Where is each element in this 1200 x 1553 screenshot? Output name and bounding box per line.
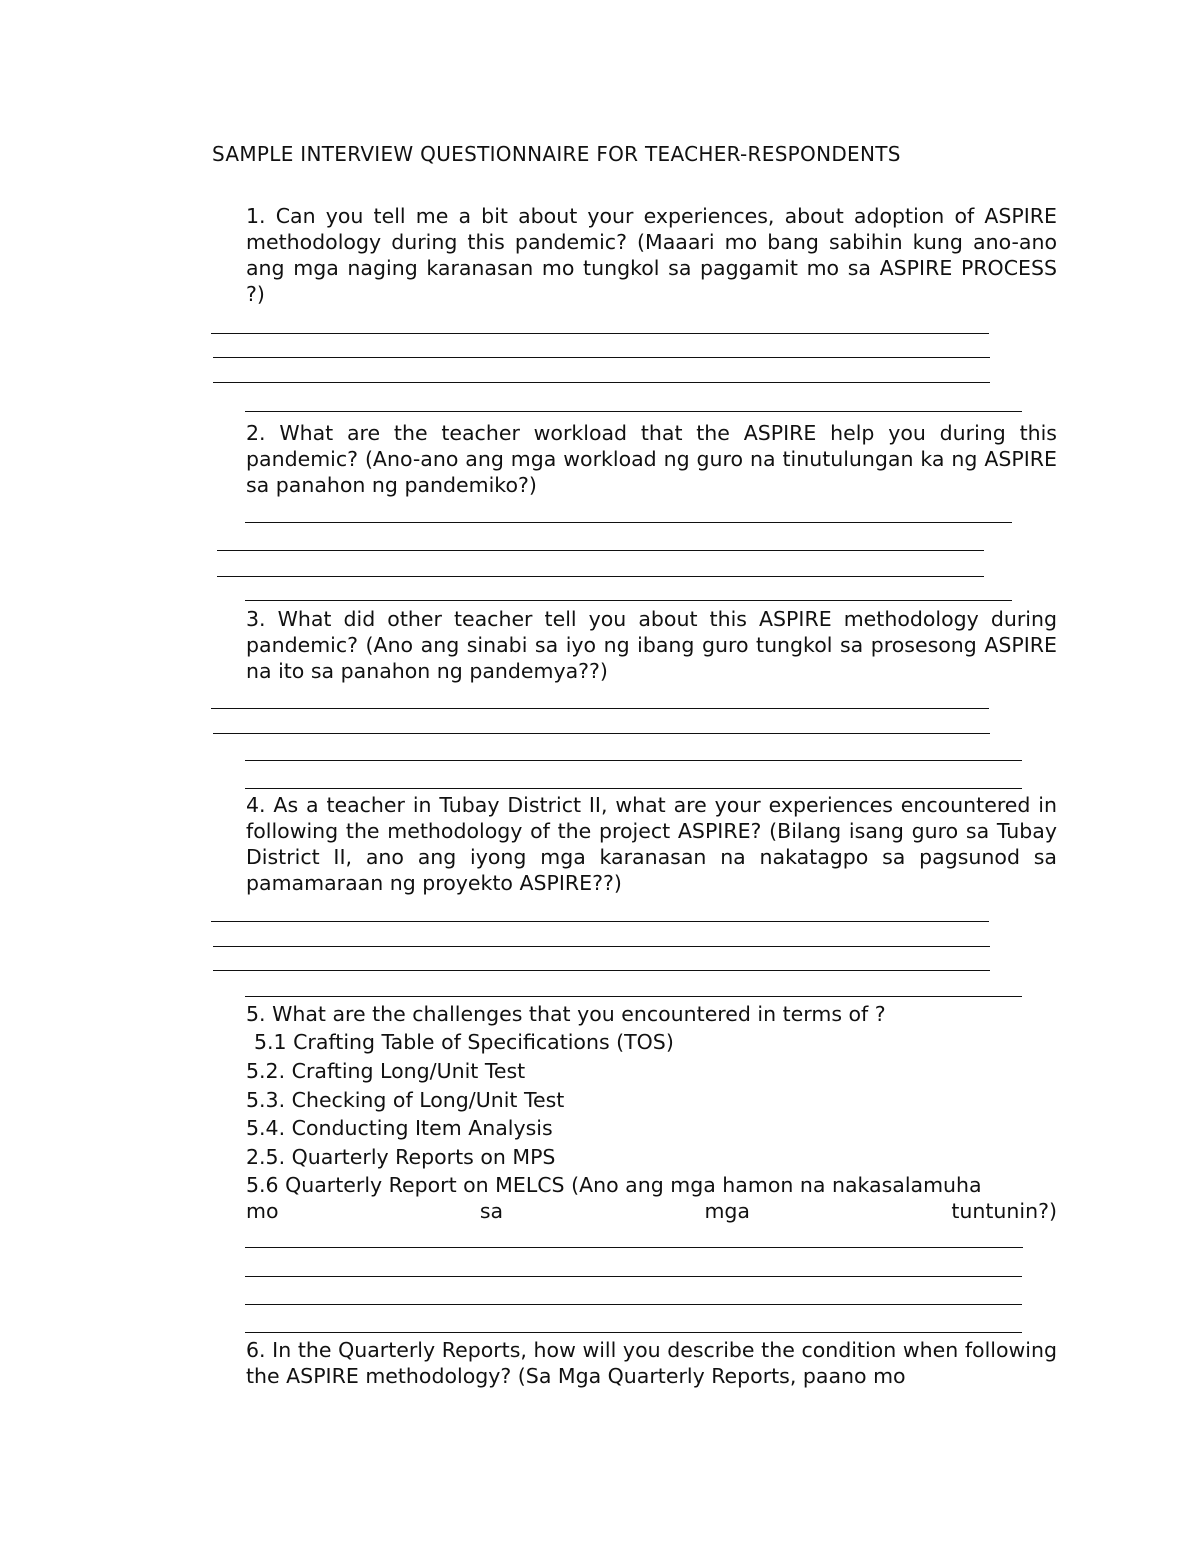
answer-line (245, 1276, 1022, 1277)
answer-line (211, 708, 989, 709)
answer-line (245, 522, 1012, 523)
document-title: SAMPLE INTERVIEW QUESTIONNAIRE FOR TEACHER-RESPONDENTS (212, 142, 901, 166)
word: sa (479, 1199, 504, 1223)
question-5-item-6-line-1: 5.6 Quarterly Report on MELCS (Ano ang mga hamon na nakasalamuha (246, 1173, 982, 1197)
answer-line (245, 1332, 1022, 1333)
question-5-item-6 (246, 1172, 1057, 1224)
question-2: 2. What are the teacher workload that the ASPIRE help you during this pandemic? (Ano-ano ang mga workload ng guro na tinutulungan ka ng ASPIRE sa panahon ng pandemiko?) (246, 421, 1057, 497)
answer-line (211, 921, 989, 922)
answer-line (213, 733, 990, 734)
answer-line (245, 996, 1022, 997)
question-5-item-3: 5.3. Checking of Long/Unit Test (246, 1088, 565, 1112)
answer-line (245, 1304, 1022, 1305)
word: mga (704, 1199, 750, 1223)
question-1: 1. Can you tell me a bit about your experiences, about adoption of ASPIRE methodology during this pandemic? (Maaari mo bang sabihin kung ano-ano ang mga naging karanasan mo tungkol sa paggamit mo sa ASPIRE PROCESS ?) (246, 204, 1057, 306)
answer-line (217, 576, 984, 577)
question-3: 3. What did other teacher tell you about this ASPIRE methodology during pandemic? (Ano ang sinabi sa iyo ng ibang guro tungkol sa prosesong ASPIRE na ito sa panahon ng pandemya??) (246, 607, 1057, 683)
answer-line (245, 788, 1022, 789)
answer-line (245, 1247, 1023, 1248)
answer-line (213, 946, 990, 947)
answer-line (213, 970, 990, 971)
answer-line (213, 382, 990, 383)
question-5-intro: 5. What are the challenges that you encountered in terms of ? (246, 1002, 886, 1026)
answer-line (245, 760, 1022, 761)
question-5-item-2: 5.2. Crafting Long/Unit Test (246, 1059, 526, 1083)
question-5-item-5: 2.5. Quarterly Reports on MPS (246, 1145, 556, 1169)
answer-line (211, 333, 989, 334)
question-6: 6. In the Quarterly Reports, how will you describe the condition when following the ASPIRE methodology? (Sa Mga Quarterly Reports, paano mo (246, 1338, 1057, 1388)
answer-line (245, 600, 1012, 601)
answer-line (217, 550, 984, 551)
question-4: 4. As a teacher in Tubay District II, what are your experiences encountered in following the methodology of the project ASPIRE? (Bilang isang guro sa Tubay District II, ano ang iyong mga karanasan na nakatagpo sa pagsunod sa pamamaraan ng proyekto ASPIRE??) (246, 793, 1057, 895)
word: mo (246, 1199, 279, 1223)
question-5-item-6-line-2 (246, 1198, 1057, 1224)
question-5-item-1: 5.1 Crafting Table of Specifications (TOS) (254, 1030, 674, 1054)
word: tuntunin?) (951, 1199, 1057, 1223)
answer-line (245, 411, 1022, 412)
answer-line (213, 357, 990, 358)
question-5-item-4: 5.4. Conducting Item Analysis (246, 1116, 553, 1140)
